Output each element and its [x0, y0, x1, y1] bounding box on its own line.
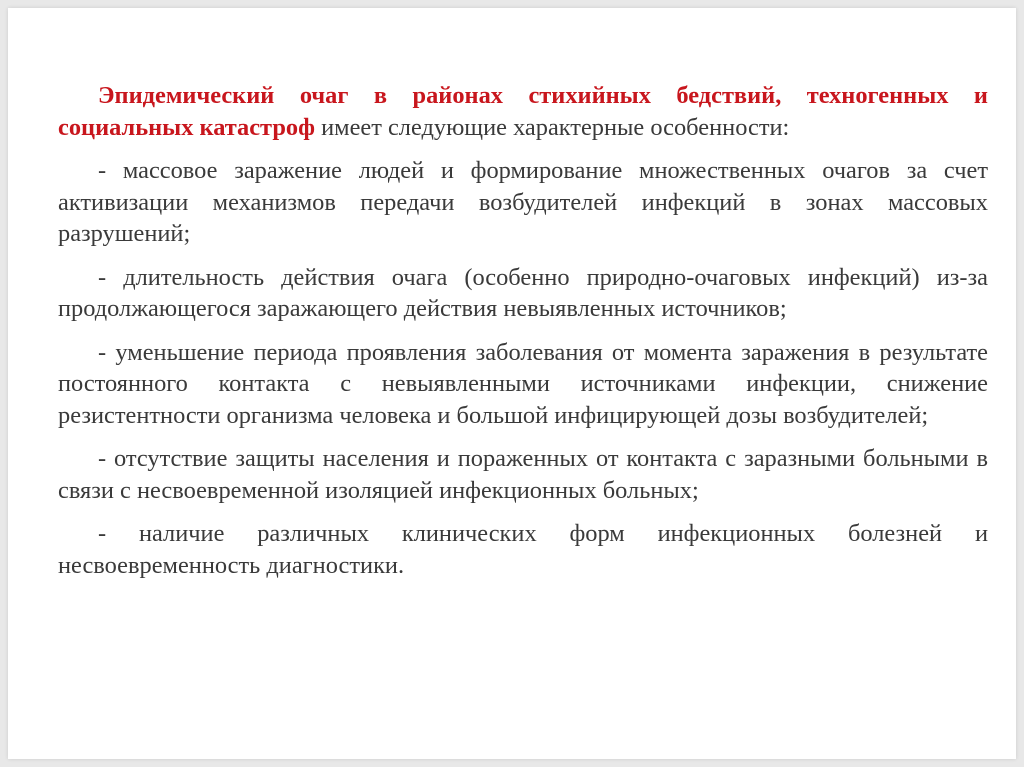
intro-highlight: Эпидемический очаг в районах стихийных бедствий, техногенных и социальных катастроф — [58, 82, 988, 141]
intro-paragraph — [58, 80, 988, 143]
intro-rest: имеет следующие характерные особенности: — [314, 113, 790, 141]
slide-content — [58, 80, 988, 593]
list-item: - массовое заражение людей и формирование множественных очагов за счет активизации механизмов передачи возбудителей инфекций в зонах массовых разрушений; — [58, 157, 988, 247]
slide — [8, 8, 1016, 759]
list-item: - отсутствие защиты населения и пораженных от контакта с заразными больными в связи с несвоевременной изоляцией инфекционных больных; — [58, 445, 988, 504]
list-item: - наличие различных клинических форм инфекционных болезней и несвоевременность диагностики. — [58, 520, 988, 579]
list-item: - уменьшение периода проявления заболевания от момента заражения в результате постоянного контакта с невыявленными источниками инфекции, снижение резистентности организма человека и большой инфицирующей дозы возбудителей; — [58, 338, 988, 429]
list-item: - длительность действия очага (особенно природно-очаговых инфекций) из-за продолжающегося заражающего действия невыявленных источников; — [58, 263, 988, 322]
